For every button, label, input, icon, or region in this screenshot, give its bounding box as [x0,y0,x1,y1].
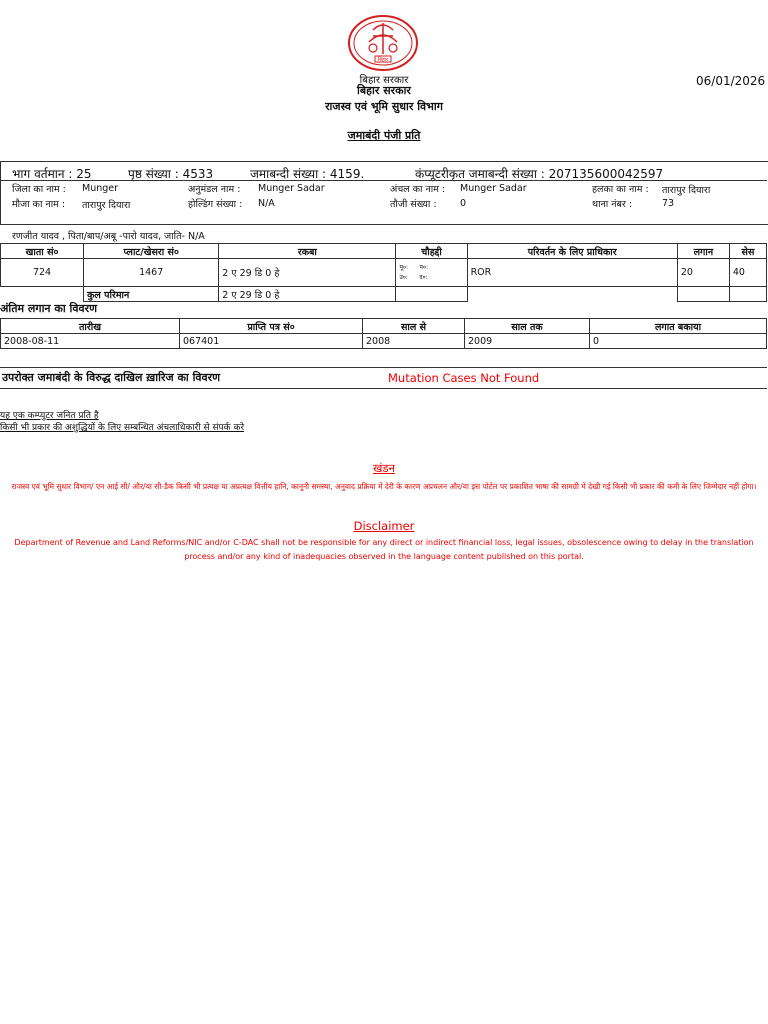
anchal-label: अंचल का नाम : [390,184,446,195]
prishth-sankhya: पृष्ठ संख्या : 4533 [128,167,214,181]
total-label: कुल परिमान [84,287,219,302]
page-title: जमाबंदी पंजी प्रति [347,129,421,142]
ses-cell: 40 [729,259,766,287]
anumandal-label: अनुमंडल नाम : [188,184,241,195]
col-saal-se: साल से [363,319,465,334]
prapti-cell: 067401 [180,334,363,349]
col-khata: खाता सं० [1,244,84,259]
total-rakba: 2 ए 29 डि 0 हे [219,287,396,302]
bakaya-cell: 0 [590,334,767,349]
col-adhikar: परिवर्तन के लिए प्राधिकार [467,244,677,259]
tauzi-value: 0 [460,198,467,209]
land-table [0,243,767,302]
anchal-value: Munger Sadar [460,183,527,194]
mauja-value: तारापुर दियारा [82,200,131,211]
zila-label: जिला का नाम : [12,184,66,195]
chauhaddi-west: प०: [419,263,429,271]
jamabandi-sankhya: जमाबन्दी संख्या : 4159. [250,167,365,181]
chauhaddi-cell [396,259,467,287]
mauja-label: मौजा का नाम : [12,199,66,210]
bihar-emblem-icon [347,14,419,72]
mutation-status: Mutation Cases Not Found [388,371,540,385]
computer-generated-note: यह एक कम्प्युटर जनित प्रति है [0,411,99,421]
table-row [1,334,767,349]
col-lagan: लगान [677,244,729,259]
divider [0,180,767,181]
khandan-title: खंडन [373,461,395,475]
land-table-header [1,244,767,259]
chauhaddi-east: पू०: [399,263,409,271]
lagan-table-header [1,319,767,334]
lagan-table [0,318,767,349]
owner-details: रणजीत यादव , पिता/बाप/अबू -पारो यादव, जाति- N/A [12,231,205,242]
col-khesra: प्लाट/खेसरा सं० [84,244,219,259]
zila-value: Munger [82,183,119,194]
contact-note: किसी भी प्रकार की अशुद्धियों के लिए सम्बन्धित अंचलाधिकारी से संपर्क करे [0,423,245,433]
col-rakba: रकबा [219,244,396,259]
disclaimer-title: Disclaimer [353,519,415,533]
col-tarikh: तारीख [1,319,180,334]
lagan-section-title: अंतिम लगान का विवरण [0,302,98,315]
col-saal-tak: साल तक [465,319,590,334]
svg-text:बिहार: बिहार [377,57,389,63]
halka-value: तारापुर दियारा [662,185,711,196]
rakba-cell: 2 ए 29 डि 0 हे [219,259,396,287]
thana-label: थाना नंबर : [592,199,633,210]
tauzi-label: तौजी संख्या : [390,199,437,210]
holding-label: होल्डिंग संख्या : [188,199,243,210]
total-row [1,287,767,302]
saal-tak-cell: 2009 [465,334,590,349]
adhikar-cell: ROR [467,259,677,287]
table-row [1,259,767,287]
computerised-jamabandi: कंप्यूटरीकृत जमाबन्दी संख्या : 207135600042597 [415,167,664,181]
lagan-cell: 20 [677,259,729,287]
khesra-cell: 1467 [84,259,219,287]
thana-value: 73 [662,198,675,209]
disclaimer-text: Department of Revenue and Land Reforms/NIC and/or C-DAC shall not be responsible for any direct or indirect financial loss, legal issues, obsolescence owing to delay in the translation process and/or any kind of inadequacies observed in the language content published on this portal. [14,538,754,561]
khata-cell: 724 [1,259,84,287]
header-line-1: बिहार सरकार [359,75,409,86]
saal-se-cell: 2008 [363,334,465,349]
department-name: राजस्व एवं भूमि सुधार विभाग [325,100,443,113]
halka-label: हलका का नाम : [592,184,649,195]
bhag-vartaman: भाग वर्तमान : 25 [12,167,92,181]
holding-value: N/A [258,198,275,209]
col-bakaya: लगात बकाया [590,319,767,334]
mutation-title: उपरोक्त जमाबंदी के विरुद्ध दाखिल ख़ारिज का विवरण [2,371,221,384]
col-prapti: प्राप्ति पत्र सं० [180,319,363,334]
header-line-2: बिहार सरकार [357,84,411,97]
chauhaddi-south: द०: [419,273,428,281]
anumandal-value: Munger Sadar [258,183,325,194]
khandan-text: राजस्व एवं भूमि सुधार विभाग/ एन आई सी/ और/या सी-डैक किसी भी प्रत्यक्ष या अप्रत्यक्ष वित्तीय हानि, कानूनी समस्या, अनुवाद प्रक्रिया में देरी के कारण अप्रचलन और/या इस पोर्टल पर प्रकाशित भाषा की सामग्री में देखी गई किसी भी प्रकार की कमी के लिए जिम्मेदार नहीं होगा। [11,482,757,491]
col-ses: सेस [729,244,766,259]
tarikh-cell: 2008-08-11 [1,334,180,349]
print-date: 06/01/2026 [696,74,766,88]
chauhaddi-north: उ०: [399,273,408,281]
col-chauhaddi: चौहद्दी [396,244,467,259]
